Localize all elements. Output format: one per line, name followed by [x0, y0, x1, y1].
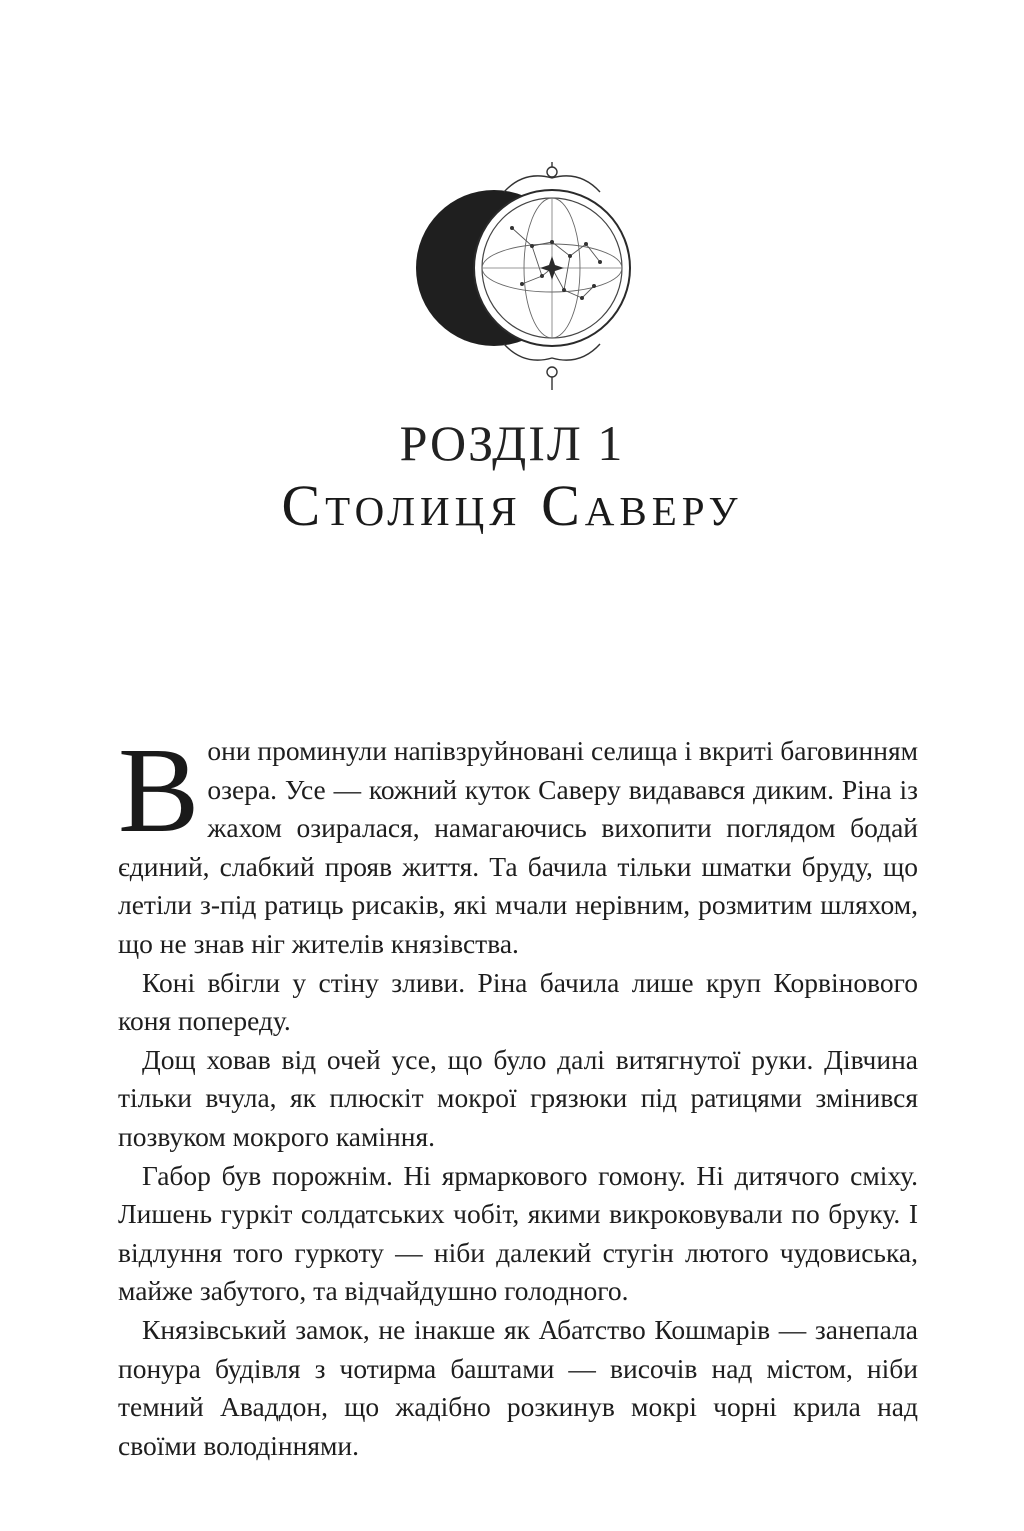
- paragraph-1-text: они проминули напівзруйновані селища і вкриті баговинням озера. Усе — кожний куток Саверу видавався диким. Ріна із жахом озиралася, намагаючись вихопити поглядом бодай єдиний, слабкий прояв життя. Та бачила тільки шматки бруду, що летіли з-під ратиць рисаків, які мчали нерівним, розмитим шляхом, що не знав ніг жителів князівства.: [118, 735, 918, 959]
- moon-celestial-globe-icon: [404, 158, 644, 398]
- paragraph-3: Дощ ховав від очей усе, що було далі витягнутої руки. Дівчина тільки вчула, як плюскіт мокрої грязюки під ратицями змінився позвуком мокрого каміння.: [118, 1043, 918, 1152]
- chapter-title: Столиця Саверу: [281, 473, 743, 538]
- paragraph-4: Габор був порожнім. Ні ярмаркового гомону. Ні дитячого сміху. Лишень гуркіт солдатських чобіт, якими викроковували по бруку. І відлуння того гуркоту — ніби далекий стугін лютого чудовиська, майже забутого, та відчайдушно голодного.: [118, 1159, 918, 1307]
- paragraph-5: Князівський замок, не інакше як Абатство Кошмарів — занепала понура будівля з чотирма баштами — височів над містом, ніби темний Аваддон, що жадібно розкинув мокрі чорні крила над своїми володіннями.: [118, 1313, 918, 1461]
- paragraph-2: Коні вбігли у стіну зливи. Ріна бачила лише круп Корвінового коня попереду.: [118, 966, 918, 1037]
- paragraph-1: [118, 723, 918, 964]
- chapter-body: [118, 723, 918, 1465]
- chapter-number: РОЗДІЛ 1: [399, 415, 625, 471]
- drop-cap: В: [118, 723, 200, 858]
